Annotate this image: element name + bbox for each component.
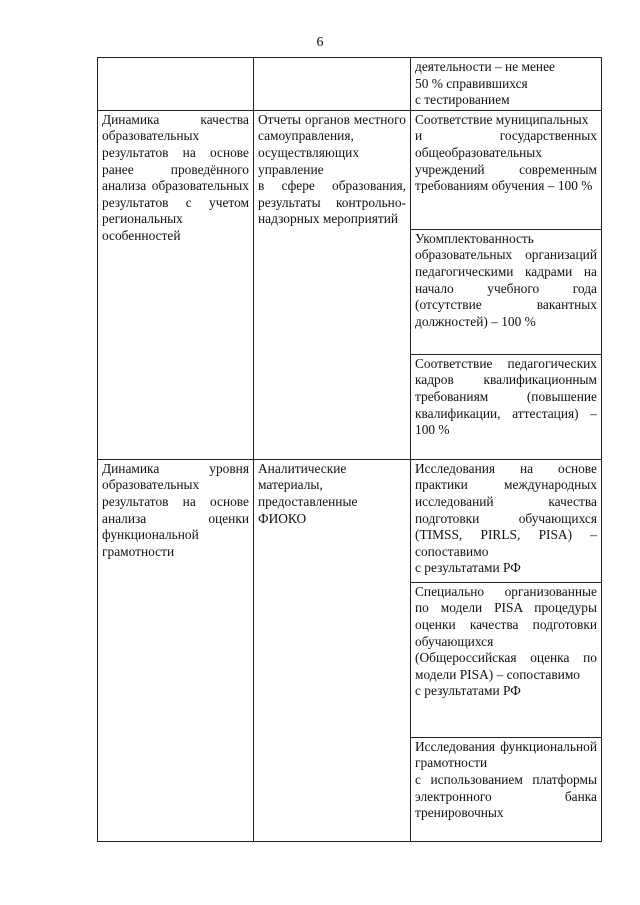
indicator-cell: Укомплектованность образовательных организаций педагогическими кадрами на начало учебного года (отсутствие вакантных должностей) – 100 %	[411, 229, 602, 354]
criteria-table	[97, 57, 602, 842]
indicator-cell: Исследования на основе практики международных исследований качества подготовки обучающихся (TIMSS, PIRLS, PISA) – сопоставимо с результатами РФ	[411, 459, 602, 582]
indicator-cell: деятельности – не менее 50 % справившихся с тестированием	[411, 58, 602, 111]
criterion-cell	[98, 58, 254, 111]
indicator-cell: Специально организованные по модели PISA процедуры оценки качества подготовки обучающихся (Общероссийская оценка по модели PISA) – сопоставимо с результатами РФ	[411, 582, 602, 737]
criterion-cell: Динамика качества образовательных результатов на основе ранее проведённого анализа образовательных результатов с учетом региональных особенностей	[98, 110, 254, 459]
criterion-cell: Динамика уровня образовательных результатов на основе анализа оценки функциональной грамотности	[98, 459, 254, 841]
source-cell: Аналитические материалы, предоставленные ФИОКО	[254, 459, 411, 841]
source-cell: Отчеты органов местного самоуправления, осуществляющих управление в сфере образования, результаты контрольно-надзорных мероприятий	[254, 110, 411, 459]
table-row	[98, 58, 602, 111]
indicator-cell: Соответствие муниципальных и государственных общеобразовательных учреждений современным требованиям обучения – 100 %	[411, 110, 602, 229]
indicator-cell: Исследования функциональной грамотности с использованием платформы электронного банка тренировочных	[411, 737, 602, 841]
indicator-cell: Соответствие педагогических кадров квалификационным требованиям (повышение квалификации, аттестация) – 100 %	[411, 354, 602, 459]
source-cell	[254, 58, 411, 111]
table-row	[98, 459, 602, 582]
table-row	[98, 110, 602, 229]
page-number: 6	[316, 35, 324, 50]
